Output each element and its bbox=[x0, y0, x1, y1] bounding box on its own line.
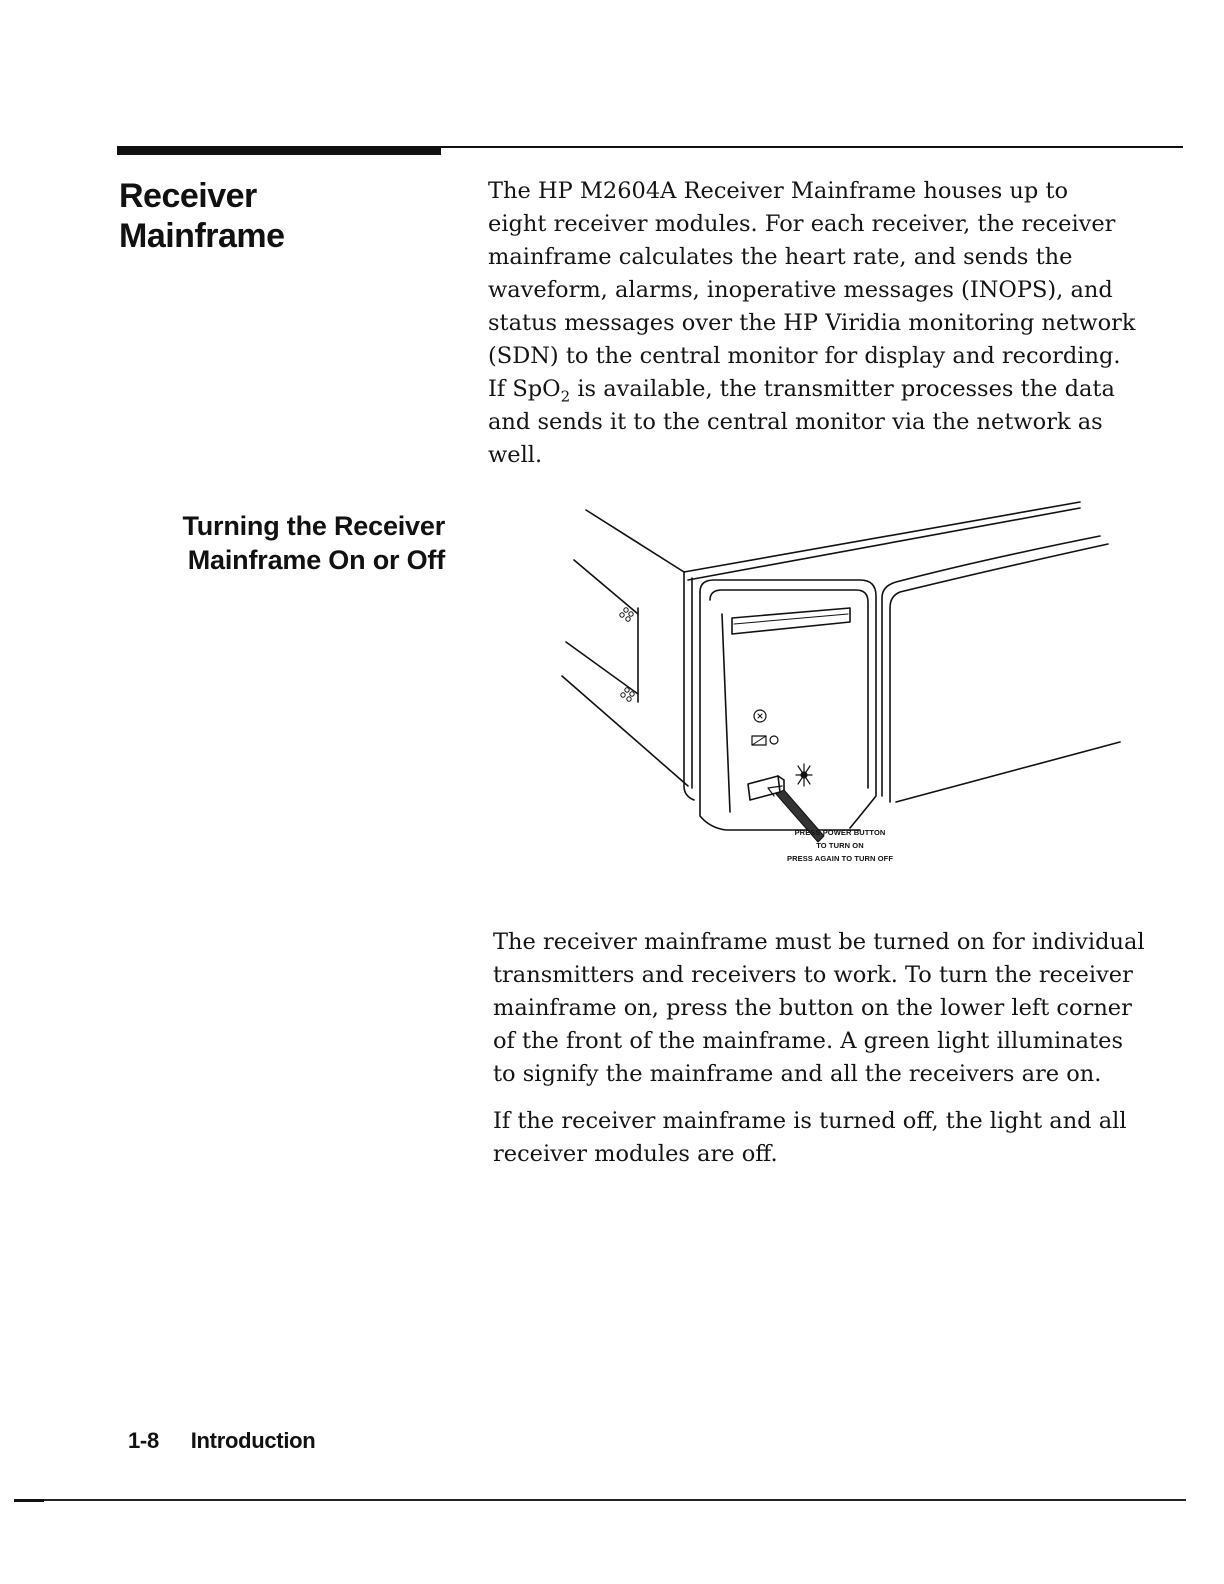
turn-on-line: The receiver mainframe must be turned on for individual bbox=[493, 929, 1145, 955]
intro-line: waveform, alarms, inoperative messages (INOPS), and bbox=[488, 277, 1113, 303]
intro-paragraph bbox=[488, 175, 1188, 472]
spo2-subscript: 2 bbox=[560, 387, 571, 406]
subsection-title-line-2: Mainframe On or Off bbox=[187, 545, 445, 575]
footer-rule bbox=[14, 1499, 1186, 1502]
turn-on-line: mainframe on, press the button on the lower left corner bbox=[493, 995, 1132, 1021]
intro-line-spo2 bbox=[488, 373, 1188, 406]
mainframe-illustration bbox=[560, 496, 1130, 876]
intro-line: and sends it to the central monitor via the network as bbox=[488, 409, 1103, 435]
turn-off-paragraph bbox=[493, 1105, 1193, 1171]
page-footer bbox=[128, 1428, 315, 1454]
chapter-name: Introduction bbox=[190, 1428, 316, 1453]
turn-off-line: receiver modules are off. bbox=[493, 1141, 778, 1167]
spo2-suffix: is available, the transmitter processes the data bbox=[570, 376, 1115, 402]
turn-off-line: If the receiver mainframe is turned off, the light and all bbox=[493, 1108, 1127, 1134]
vent-holes bbox=[620, 608, 634, 701]
turn-on-paragraph bbox=[493, 926, 1193, 1091]
section-title-line-2: Mainframe bbox=[119, 217, 285, 255]
caption-line-2: TO TURN ON bbox=[816, 841, 864, 850]
page-number: 1-8 bbox=[128, 1428, 159, 1453]
intro-line: mainframe calculates the heart rate, and sends the bbox=[488, 244, 1073, 270]
intro-line: The HP M2604A Receiver Mainframe houses up to bbox=[488, 178, 1069, 204]
caption-line-3: PRESS AGAIN TO TURN OFF bbox=[786, 854, 894, 863]
mainframe-drawing bbox=[560, 496, 1130, 876]
power-light-icon bbox=[796, 764, 812, 786]
intro-line: well. bbox=[488, 442, 543, 468]
subsection-title bbox=[120, 509, 445, 577]
intro-line: status messages over the HP Viridia monitoring network bbox=[488, 310, 1136, 336]
section-title-line-1: Receiver bbox=[119, 177, 257, 215]
header-rule-thick bbox=[117, 146, 441, 155]
turn-on-line: transmitters and receivers to work. To turn the receiver bbox=[493, 962, 1133, 988]
subsection-title-line-1: Turning the Receiver bbox=[182, 511, 445, 541]
figure-caption bbox=[750, 826, 930, 865]
spo2-prefix: If SpO bbox=[488, 376, 561, 402]
section-title bbox=[119, 176, 449, 256]
turn-on-line: to signify the mainframe and all the receivers are on. bbox=[493, 1061, 1102, 1087]
caption-line-1: PRESS POWER BUTTON bbox=[794, 828, 886, 837]
intro-line: (SDN) to the central monitor for display and recording. bbox=[488, 343, 1121, 369]
intro-line: eight receiver modules. For each receiver, the receiver bbox=[488, 211, 1116, 237]
turn-on-line: of the front of the mainframe. A green light illuminates bbox=[493, 1028, 1123, 1054]
header-rule-thin bbox=[441, 146, 1183, 148]
